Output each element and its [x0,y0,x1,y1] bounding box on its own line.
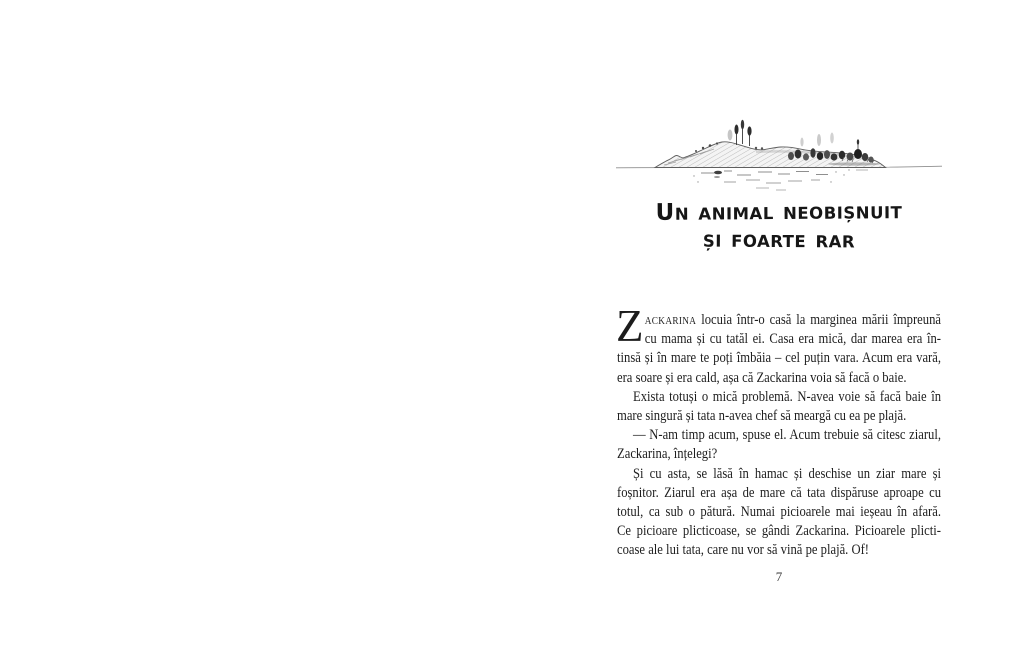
text-line: coase ale lui tata, care nu vor să vină pe plajă. Of! [617,542,870,559]
chapter-title [607,198,951,255]
drop-cap: Z [616,301,644,351]
chapter-title-line2: ȘI FOARTE RAR [702,231,856,252]
text-line: cu mama și cu tatăl ei. Casa era mică, dar marea era în- [644,331,942,348]
text-line: Și cu asta, se lăsă în hamac și deschise un ziar mare și [632,465,942,482]
text-line: foșnitor. Ziarul era așa de mare că tata dispăruse aproape cu [617,484,942,501]
text-line: Zackarina, înțelegi? [617,446,718,463]
text-line: totul, ca sub o pătură. Numai picioarele mai ieșeau în afară. [617,503,942,520]
chapter-title-line1: UN ANIMAL NEOBIȘNUIT [655,199,903,226]
island-illustration [606,112,946,200]
water-reflections [693,169,868,190]
lead-smallcaps: ackarina [644,312,697,328]
text-line: — N-am timp acum, spuse el. Acum trebuie să citesc ziarul, [632,427,942,444]
text-line: tinsă și în mare te poți îmbăia – cel puțin vara. Acum era vară, [617,350,942,367]
text-line: Ce picioare plicticoase, se gândi Zackarina. Picioarele plicti- [617,523,942,540]
text-line-rest: locuia într-o casă la marginea mării împreună [696,312,942,328]
text-line: Exista totuși o mică problemă. N-avea voie să facă baie în [632,388,942,405]
body-text-column [616,301,942,560]
text-line: era soare și era cald, așa că Zackarina voia să facă o baie. [617,369,907,386]
text-line: mare singură și tata n-avea chef să meargă cu ea pe plajă. [617,407,907,424]
text-line [617,311,941,330]
page-number: 7 [775,569,783,584]
